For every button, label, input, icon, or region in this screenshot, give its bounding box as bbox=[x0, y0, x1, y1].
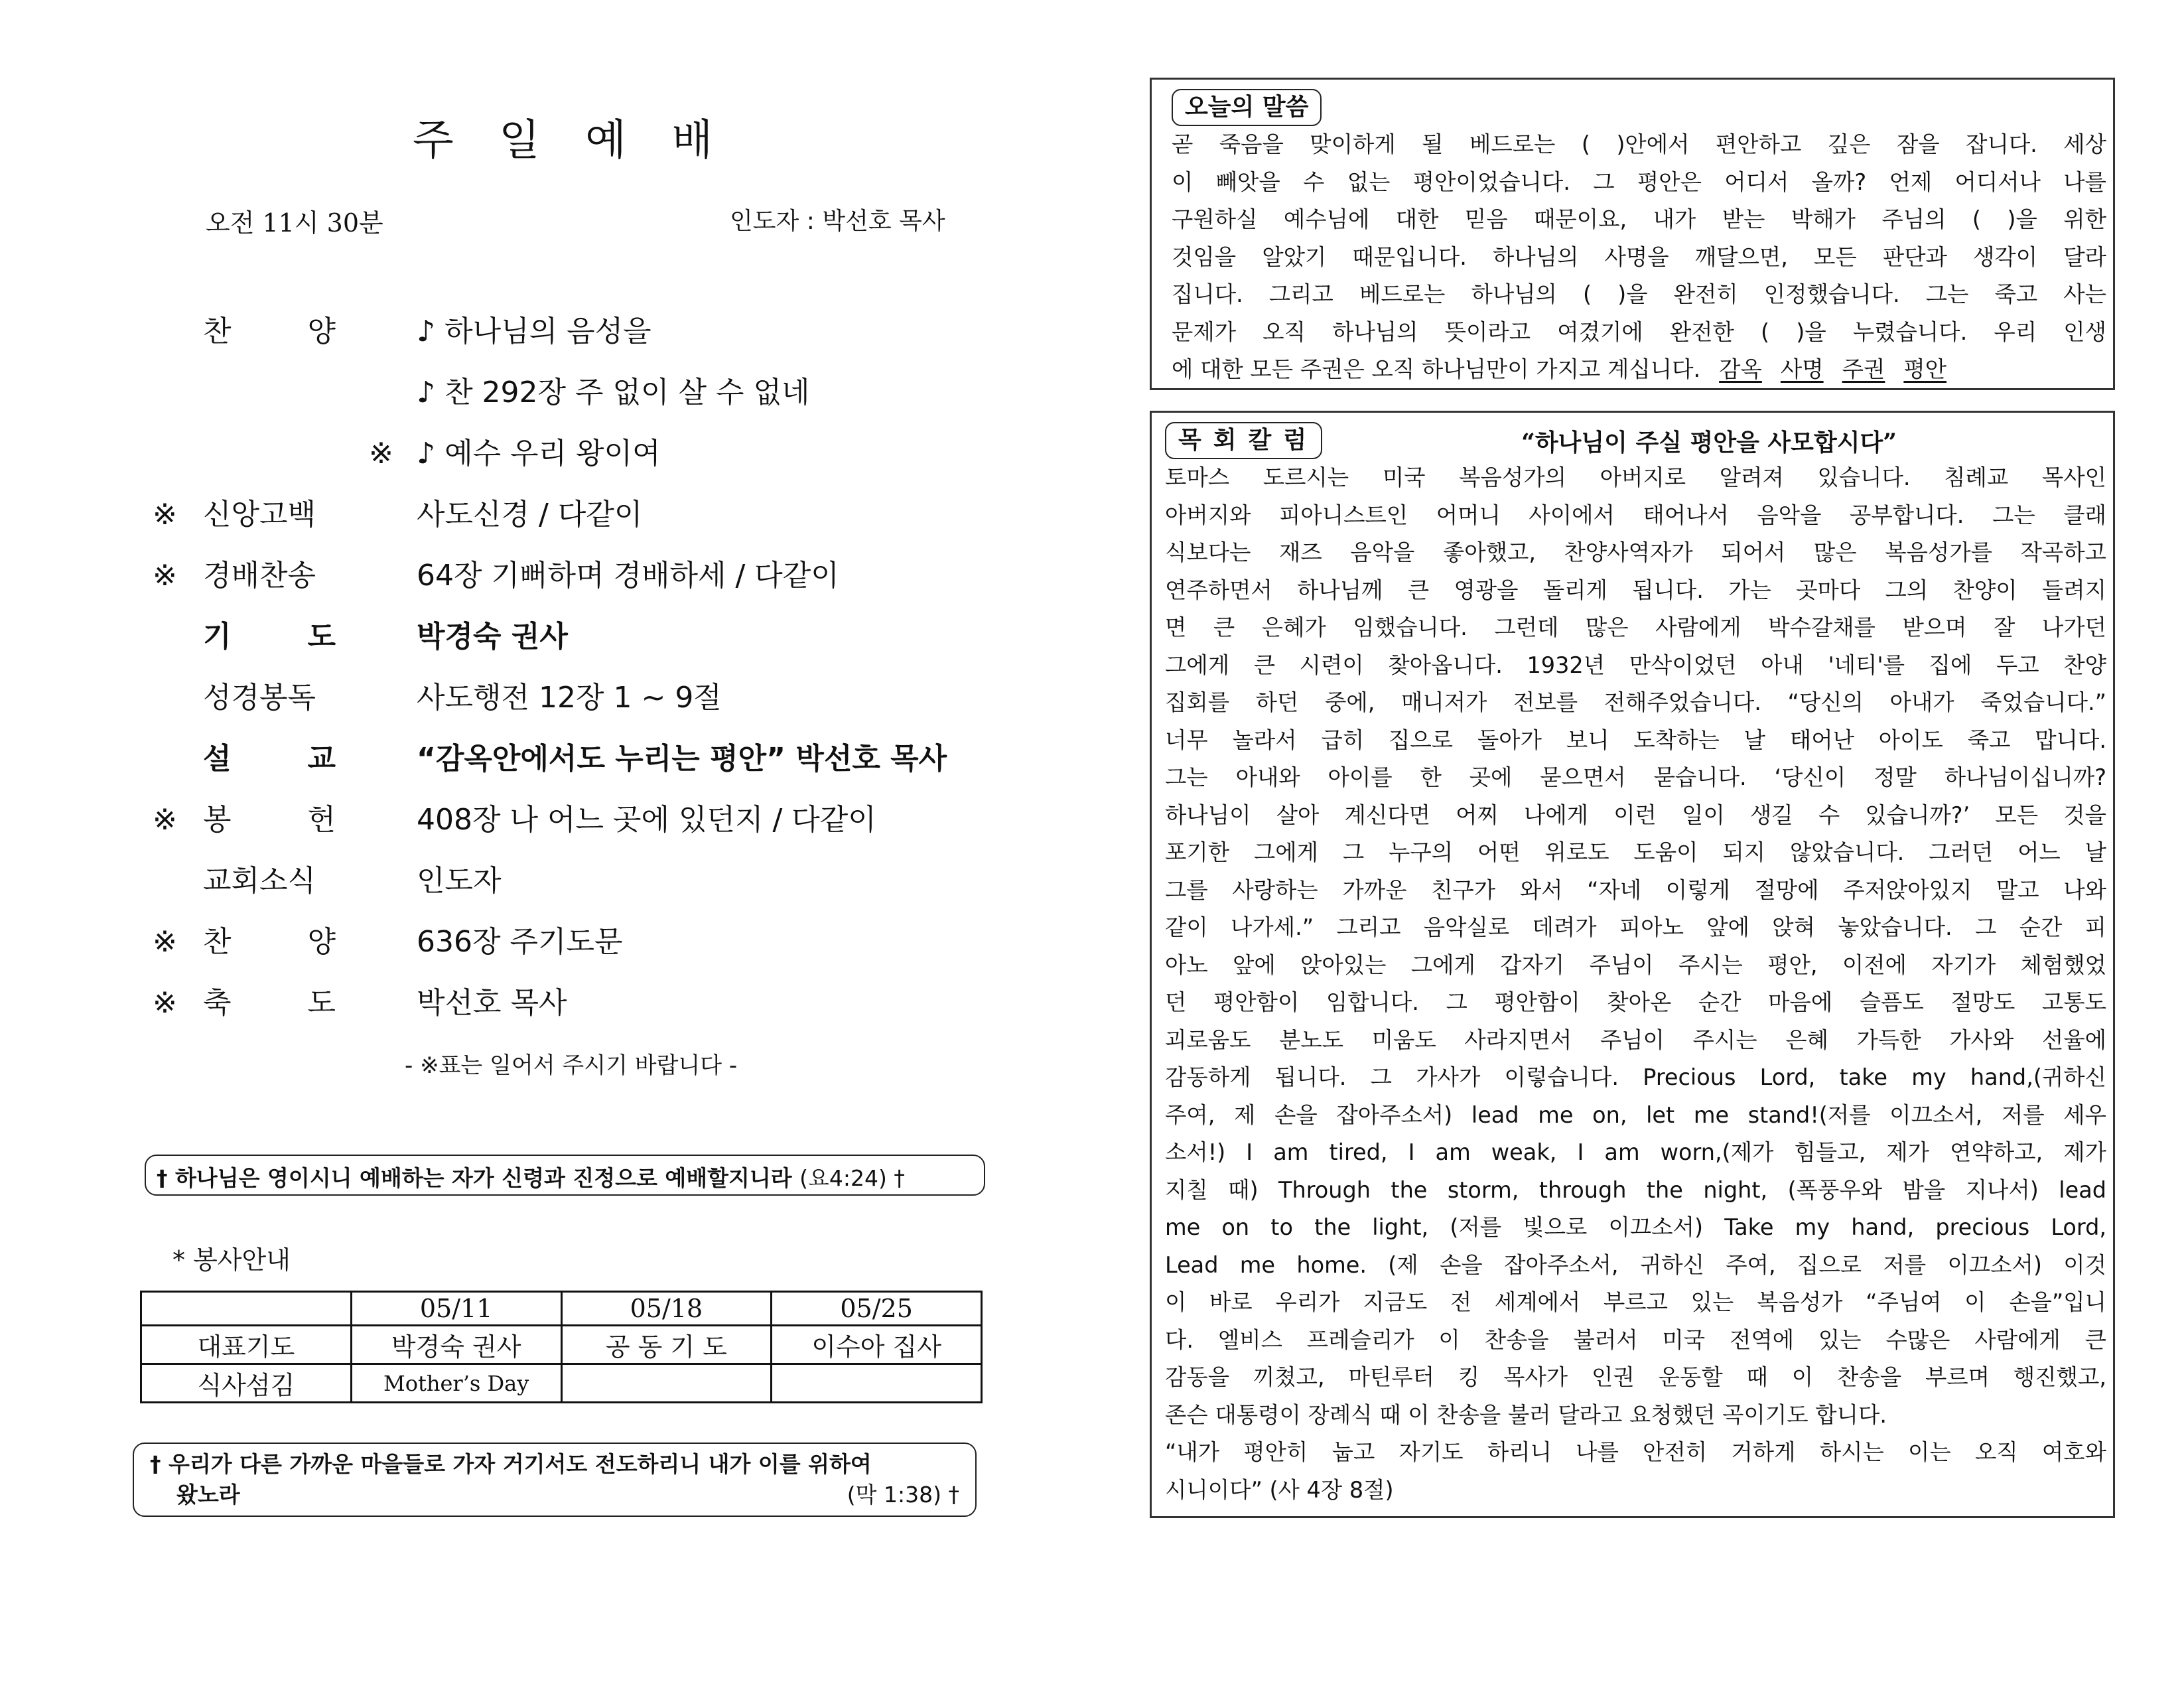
verse-reference: (막 1:38) † bbox=[847, 1482, 959, 1508]
order-item bbox=[153, 495, 1015, 556]
order-item-content: 64장 기뻐하며 경배하세 / 다같이 bbox=[417, 559, 839, 593]
pastor-column-box bbox=[1150, 411, 2115, 1518]
text-line: 감동을 끼쳤고, 마틴루터 킹 목사가 인권 운동할 때 이 찬송을 부르며 행진했고, bbox=[1165, 1364, 2106, 1390]
order-item-label bbox=[203, 739, 336, 779]
order-item-label bbox=[203, 678, 336, 718]
text-line: 곧 죽음을 맞이하게 될 베드로는 ( )안에서 편안하고 깊은 잠을 잡니다. 세상 bbox=[1172, 131, 2106, 157]
order-item-content: “감옥안에서도 누리는 평안” 박선호 목사 bbox=[417, 742, 947, 776]
table-header-cell: 05/25 bbox=[772, 1292, 982, 1326]
text-line: 다. 엘비스 프레슬리가 이 찬송을 불러서 미국 전역에 있는 수많은 사람에게 큰 bbox=[1165, 1326, 2106, 1353]
text-line: 에 대한 모든 주권은 오직 하나님만이 가지고 계십니다. 감옥 사명 주권 평안 bbox=[1172, 356, 1947, 382]
scripture-verse-box bbox=[145, 1155, 985, 1196]
order-label-part: 교 bbox=[307, 742, 336, 776]
order-label-part: 찬 bbox=[203, 315, 232, 348]
text-line: 문제가 오직 하나님의 뜻이라고 여겼기에 완전한 ( )을 누렸습니다. 우리 인생 bbox=[1172, 318, 2106, 345]
order-item bbox=[153, 922, 1015, 983]
text-line: “내가 평안히 눕고 자기도 하리니 나를 안전히 거하게 하시는 이는 오직 여호와 bbox=[1165, 1439, 2106, 1465]
text-line: 시니이다” (사 4장 8절) bbox=[1165, 1476, 1394, 1503]
text-line: 주여, 제 손을 잡아주소서) lead me on, let me stand!(저를 이끄소서, 저를 세우 bbox=[1165, 1101, 2106, 1128]
todays-word-text bbox=[1172, 126, 2106, 389]
todays-word-box bbox=[1150, 78, 2115, 390]
table-header-row bbox=[141, 1292, 982, 1326]
order-label-part: 도 bbox=[307, 620, 336, 654]
closing-verse-box bbox=[133, 1443, 977, 1517]
text-line: 괴로움도 분노도 미움도 사라지면서 주님이 주시는 은혜 가득한 가사와 선율에 bbox=[1165, 1026, 2106, 1053]
text-line: 같이 나가세.” 그리고 음악실로 데려가 피아노 앞에 앉혀 놓았습니다. 그 순간 피 bbox=[1165, 914, 2106, 940]
worship-leader: 인도자 : 박선호 목사 bbox=[730, 208, 945, 235]
verse-text-line: 왔노라 bbox=[176, 1482, 240, 1508]
order-label-part: 양 bbox=[307, 315, 336, 348]
order-item bbox=[153, 617, 1015, 678]
text-line: 집니다. 그리고 베드로는 하나님의 ( )을 완전히 인정했습니다. 그는 죽고 사는 bbox=[1172, 281, 2106, 307]
order-item bbox=[153, 678, 1015, 739]
standing-mark: ※ bbox=[153, 925, 177, 959]
order-label-part: 설 bbox=[203, 742, 232, 776]
answer-word: 평안 bbox=[1903, 356, 1947, 382]
table-header-cell: 05/11 bbox=[351, 1292, 561, 1326]
text-line: 이 빼앗을 수 없는 평안이었습니다. 그 평안은 어디서 올까? 언제 어디서나 나를 bbox=[1172, 169, 2106, 195]
order-item-content: 박경숙 권사 bbox=[417, 620, 568, 654]
text-line: 집회를 하던 중에, 매니저가 전보를 전해주었습니다. “당신의 아내가 죽었습니다.” bbox=[1165, 689, 2106, 715]
answer-word: 사명 bbox=[1780, 356, 1824, 382]
verse-reference: (요4:24) † bbox=[799, 1165, 905, 1191]
order-label-part: 봉 bbox=[203, 803, 232, 837]
text-line: 아버지와 피아니스트인 어머니 사이에서 태어나서 음악을 공부합니다. 그는 클래 bbox=[1165, 502, 2106, 528]
answer-word: 감옥 bbox=[1719, 356, 1762, 382]
standing-mark: ※ bbox=[153, 498, 177, 531]
standing-mark: ※ bbox=[153, 986, 177, 1020]
table-row bbox=[141, 1364, 982, 1403]
order-item bbox=[153, 861, 1015, 922]
text-line: 이 바로 우리가 지금도 전 세계에서 부르고 있는 복음성가 “주님여 이 손을”입니 bbox=[1165, 1289, 2106, 1315]
text-line: 것임을 알았기 때문입니다. 하나님의 사명을 깨달으면, 모든 판단과 생각이 달라 bbox=[1172, 244, 2106, 270]
text-line: 그는 아내와 아이를 한 곳에 묻으면서 묻습니다. ‘당신이 정말 하나님이십니까? bbox=[1165, 764, 2106, 790]
text-line: 연주하면서 하나님께 큰 영광을 돌리게 됩니다. 가는 곳마다 그의 찬양이 들려지 bbox=[1165, 577, 2106, 603]
order-label-part: 신앙고백 bbox=[203, 498, 316, 531]
pastor-column-tag: 목회칼럼 bbox=[1165, 422, 1322, 459]
order-item-content: 408장 나 어느 곳에 있던지 / 다같이 bbox=[417, 803, 876, 837]
order-label-part: 도 bbox=[307, 986, 336, 1020]
order-item-label bbox=[203, 800, 336, 840]
order-item-content: 인도자 bbox=[417, 864, 502, 898]
text-line: Lead me home. (제 손을 잡아주소서, 귀하신 주여, 집으로 저를 이끄소서) 이것 bbox=[1165, 1251, 2106, 1278]
table-cell: 박경숙 권사 bbox=[351, 1326, 561, 1364]
table-cell: 이수아 집사 bbox=[772, 1326, 982, 1364]
order-label-part: 양 bbox=[307, 925, 336, 959]
order-of-service bbox=[153, 312, 1015, 1044]
order-item-content: ♪ 하나님의 음성을 bbox=[417, 315, 651, 348]
order-label-part: 헌 bbox=[307, 803, 336, 837]
table-row bbox=[141, 1326, 982, 1364]
table-header-cell bbox=[141, 1292, 352, 1326]
order-item-content: 636장 주기도문 bbox=[417, 925, 623, 959]
order-label-part: 경배찬송 bbox=[203, 559, 316, 593]
order-item bbox=[153, 373, 1015, 434]
order-item-content: ♪ 예수 우리 왕이여 bbox=[417, 437, 661, 470]
pastor-column-text bbox=[1165, 459, 2106, 1509]
answer-word: 주권 bbox=[1842, 356, 1885, 382]
order-label-part: 기 bbox=[203, 620, 232, 654]
order-item bbox=[153, 983, 1015, 1044]
text-line: 토마스 도르시는 미국 복음성가의 아버지로 알려져 있습니다. 침례교 목사인 bbox=[1165, 464, 2106, 490]
text-line: 식보다는 재즈 음악을 좋아했고, 찬양사역자가 되어서 많은 복음성가를 작곡하고 bbox=[1165, 539, 2106, 565]
table-cell: Mother’s Day bbox=[351, 1364, 561, 1403]
order-item-label bbox=[203, 617, 336, 657]
order-item-content: 박선호 목사 bbox=[417, 986, 567, 1020]
order-item-label bbox=[203, 495, 336, 535]
text-line: 지칠 때) Through the storm, through the night, (폭풍우와 밤을 지나서) lead bbox=[1165, 1176, 2106, 1203]
text-line: 면 큰 은혜가 임했습니다. 그런데 많은 사람에게 박수갈채를 받으며 잘 나가던 bbox=[1165, 614, 2106, 640]
standing-note: - ※표는 일어서 주시기 바랍니다 - bbox=[405, 1052, 738, 1079]
standing-mark: ※ bbox=[369, 437, 393, 470]
text-line: 존슨 대통령이 장례식 때 이 찬송을 불러 달라고 요청했던 곡이기도 합니다. bbox=[1165, 1401, 1887, 1428]
pastor-column-title: “하나님이 주실 평안을 사모합시다” bbox=[1521, 428, 1897, 457]
order-item-label bbox=[203, 922, 336, 962]
text-line: 너무 놀라서 급히 집으로 돌아가 보니 도착하는 날 태어난 아이도 죽고 맙니다. bbox=[1165, 727, 2106, 753]
order-item-label bbox=[203, 861, 336, 901]
order-item-content: 사도행전 12장 1 ~ 9절 bbox=[417, 681, 722, 715]
order-item bbox=[153, 739, 1015, 800]
table-cell bbox=[772, 1364, 982, 1403]
order-item bbox=[153, 312, 1015, 373]
order-item-label bbox=[203, 312, 336, 352]
answer-key bbox=[1700, 356, 1946, 382]
text-line: 소서!) I am tired, I am weak, I am worn,(제가 힘들고, 제가 연약하고, 제가 bbox=[1165, 1139, 2106, 1165]
table-cell: 공 동 기 도 bbox=[561, 1326, 772, 1364]
order-item-label bbox=[203, 983, 336, 1023]
verse-text-line: † 우리가 다른 가까운 마을들로 가자 거기서도 전도하리니 내가 이를 위하여 bbox=[150, 1451, 872, 1477]
order-item bbox=[153, 800, 1015, 861]
service-guide-heading: * 봉사안내 bbox=[172, 1245, 291, 1275]
page-title: 주 일 예 배 bbox=[412, 116, 729, 165]
table-cell: 대표기도 bbox=[141, 1326, 352, 1364]
table-cell bbox=[561, 1364, 772, 1403]
order-label-part: 성경봉독 bbox=[203, 681, 316, 715]
table-header-cell: 05/18 bbox=[561, 1292, 772, 1326]
order-item bbox=[153, 556, 1015, 617]
todays-word-tag: 오늘의 말씀 bbox=[1172, 89, 1322, 126]
text-line: 감동하게 됩니다. 그 가사가 이렇습니다. Precious Lord, take my hand,(귀하신 bbox=[1165, 1064, 2106, 1090]
order-label-part: 교회소식 bbox=[203, 864, 316, 898]
order-label-part: 찬 bbox=[203, 925, 232, 959]
text-line: 그에게 큰 시련이 찾아옵니다. 1932년 만삭이었던 아내 '네티'를 집에 두고 찬양 bbox=[1165, 652, 2106, 678]
text-line: 아노 앞에 앉아있는 그에게 갑자기 주님이 주시는 평안, 이전에 자기가 체험했었 bbox=[1165, 952, 2106, 978]
service-schedule-table bbox=[140, 1291, 983, 1403]
text-line: 포기한 그에게 그 누구의 어떤 위로도 도움이 되지 않았습니다. 그러던 어느 날 bbox=[1165, 839, 2106, 865]
text-line: 던 평안함이 임합니다. 그 평안함이 찾아온 순간 마음에 슬픔도 절망도 고통도 bbox=[1165, 989, 2106, 1015]
order-item-label bbox=[203, 556, 336, 596]
order-label-part: 축 bbox=[203, 986, 232, 1020]
text-line: 구원하실 예수님에 대한 믿음 때문이요, 내가 받는 박해가 주님의 ( )을 위한 bbox=[1172, 206, 2106, 232]
table-cell: 식사섬김 bbox=[141, 1364, 352, 1403]
standing-mark: ※ bbox=[153, 559, 177, 593]
standing-mark: ※ bbox=[153, 803, 177, 837]
order-item-content: ♪ 찬 292장 주 없이 살 수 없네 bbox=[417, 376, 810, 409]
text-line: me on to the light, (저를 빛으로 이끄소서) Take my hand, precious Lord, bbox=[1165, 1214, 2106, 1240]
service-time: 오전 11시 30분 bbox=[206, 208, 383, 238]
verse-text: † 하나님은 영이시니 예배하는 자가 신령과 진정으로 예배할지니라 bbox=[157, 1165, 792, 1191]
order-item bbox=[153, 434, 1015, 495]
order-item-content: 사도신경 / 다같이 bbox=[417, 498, 643, 531]
text-line: 하나님이 살아 계신다면 어찌 나에게 이런 일이 생길 수 있습니까?’ 모든 것을 bbox=[1165, 802, 2106, 828]
text-line: 그를 사랑하는 가까운 친구가 와서 “자네 이렇게 절망에 주저앉아있지 말고 나와 bbox=[1165, 877, 2106, 903]
